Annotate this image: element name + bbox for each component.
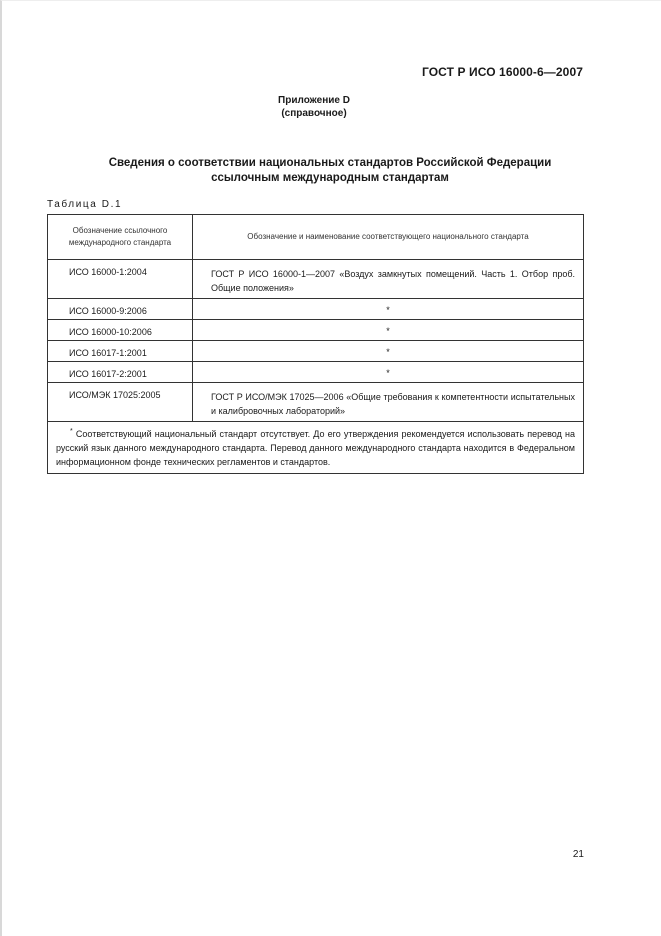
- international-standard-cell: ИСО 16000-10:2006: [48, 320, 193, 341]
- national-standard-cell: *: [193, 299, 584, 320]
- section-title: [30, 156, 630, 186]
- international-standard-cell: ИСО 16017-2:2001: [48, 362, 193, 383]
- national-standard-cell: *: [193, 320, 584, 341]
- international-standard-cell: ИСО/МЭК 17025:2005: [48, 383, 193, 422]
- header-international-standard: Обозначение ссылочного международного стандарта: [48, 215, 193, 260]
- national-standard-cell: ГОСТ Р ИСО 16000-1—2007 «Воздух замкнутых помещений. Часть 1. Отбор проб. Общие положения»: [193, 260, 584, 299]
- table-row: [48, 362, 584, 383]
- table-caption: Таблица D.1: [47, 199, 123, 210]
- table-row: [48, 383, 584, 422]
- appendix-subtitle: (справочное): [281, 108, 347, 119]
- section-title-line-2: ссылочным международным стандартам: [211, 172, 449, 184]
- international-standard-cell: ИСО 16000-9:2006: [48, 299, 193, 320]
- standard-id-header: ГОСТ Р ИСО 16000-6—2007: [421, 65, 583, 79]
- national-standard-cell: *: [193, 362, 584, 383]
- international-standard-cell: ИСО 16000-1:2004: [48, 260, 193, 299]
- table-header-row: [48, 215, 584, 260]
- footnote-text: Соответствующий национальный стандарт отсутствует. До его утверждения рекомендуется использовать перевод на русский язык данного международного стандарта. Перевод данного международного стандарта находится в Федеральном информационном фонде технических регламентов и стандартов.: [56, 429, 575, 467]
- appendix-heading: [0, 94, 628, 120]
- table-row: [48, 341, 584, 362]
- table-row: [48, 320, 584, 341]
- page-number: 21: [572, 849, 584, 860]
- table-footnote-row: [48, 422, 584, 474]
- table-row: [48, 260, 584, 299]
- national-standard-cell: *: [193, 341, 584, 362]
- international-standard-cell: ИСО 16017-1:2001: [48, 341, 193, 362]
- table-row: [48, 299, 584, 320]
- footnote-mark: *: [70, 428, 73, 435]
- appendix-title: Приложение D: [278, 95, 350, 106]
- header-national-standard: Обозначение и наименование соответствующего национального стандарта: [193, 215, 584, 260]
- table-footnote: [48, 422, 584, 474]
- national-standard-cell: ГОСТ Р ИСО/МЭК 17025—2006 «Общие требования к компетентности испытательных и калибровочных лабораторий»: [193, 383, 584, 422]
- section-title-line-1: Сведения о соответствии национальных стандартов Российской Федерации: [108, 157, 552, 169]
- standards-correspondence-table: [47, 214, 584, 474]
